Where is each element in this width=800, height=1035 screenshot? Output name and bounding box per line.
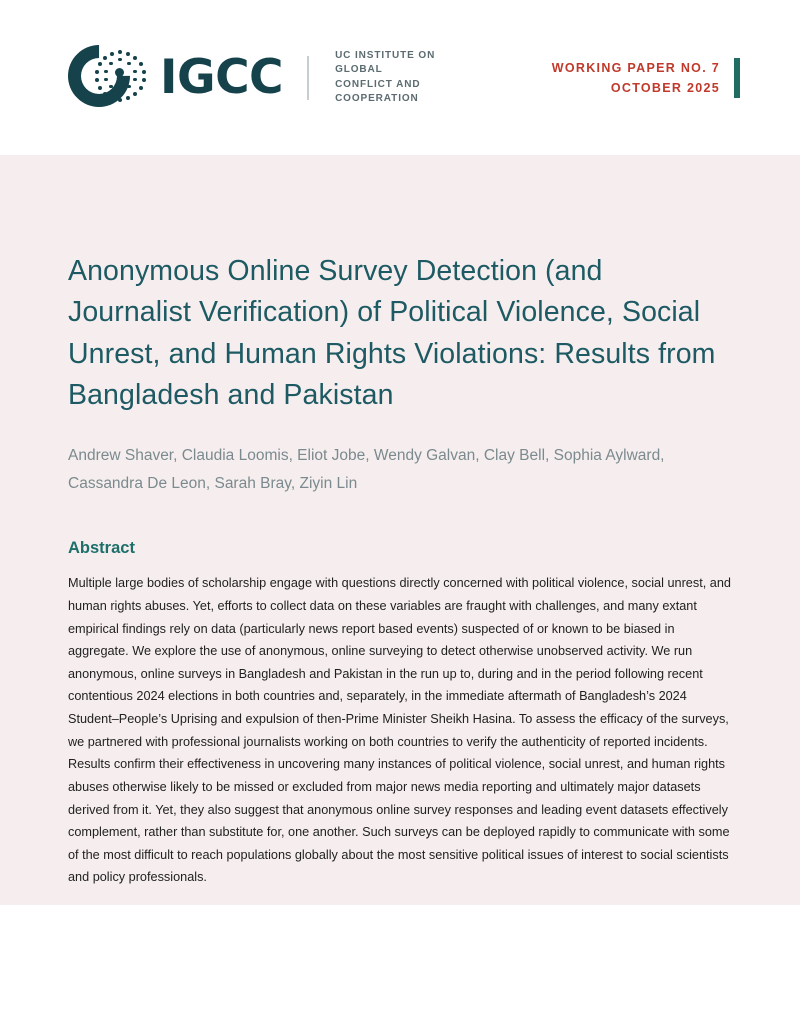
- igcc-logo: [68, 42, 485, 114]
- abstract-heading: Abstract: [68, 539, 135, 558]
- logo-divider: [307, 56, 309, 100]
- author-list: Andrew Shaver, Claudia Loomis, Eliot Jobe, Wendy Galvan, Clay Bell, Sophia Aylward, Cassandra De Leon, Sarah Bray, Ziyin Lin: [68, 447, 665, 492]
- working-paper-number: WORKING PAPER NO. 7: [551, 60, 720, 75]
- header-meta-text: [552, 58, 720, 98]
- igcc-subtitle-line2: CONFLICT AND COOPERATION: [335, 78, 421, 104]
- igcc-wordmark: IGCC: [160, 50, 284, 105]
- cover-panel: [0, 155, 800, 965]
- igcc-logo-mark-icon: [68, 42, 146, 114]
- header-meta-block: [552, 58, 740, 98]
- igcc-subtitle: [335, 49, 485, 107]
- igcc-subtitle-line1: UC INSTITUTE ON GLOBAL: [335, 49, 436, 75]
- page-header: [0, 0, 800, 155]
- publication-date: OCTOBER 2025: [610, 80, 720, 95]
- header-accent-bar: [734, 58, 740, 98]
- abstract-text: Multiple large bodies of scholarship engage with questions directly concerned with political violence, social unrest, and human rights abuses. Yet, efforts to collect data on these variables are fraught with challenges, and many extant empirical findings rely on data (particularly news report based events) suspected of or known to be biased in aggregate. We explore the use of anonymous, online surveying to detect otherwise unobserved activity. We run anonymous, online surveys in Bangladesh and Pakistan in the run up to, during and in the period following recent contentious 2024 elections in both countries and, separately, in the immediate aftermath of Bangladesh’s 2024 Student–People’s Uprising and expulsion of then-Prime Minister Sheikh Hasina. To assess the efficacy of the surveys, we partnered with professional journalists working on both countries to verify the authenticity of reported incidents. Results confirm their effectiveness in uncovering many instances of political violence, social unrest, and human rights abuses otherwise likely to be missed or excluded from major news media reporting and ultimately major datasets derived from it. Yet, they also suggest that anonymous online survey responses and leading event datasets effectively complement, rather than substitute for, one another. Such surveys can be deployed rapidly to communicate with some of the most difficult to reach populations globally about the most sensitive political issues of interest to social scientists and policy professionals.: [68, 576, 731, 885]
- logo-dot-burst-icon: [94, 50, 146, 102]
- footer-strip: [0, 905, 800, 965]
- page-title: Anonymous Online Survey Detection (and Journalist Verification) of Political Violence, Social Unrest, and Human Rights Violations: Results from Bangladesh and Pakistan: [68, 255, 716, 411]
